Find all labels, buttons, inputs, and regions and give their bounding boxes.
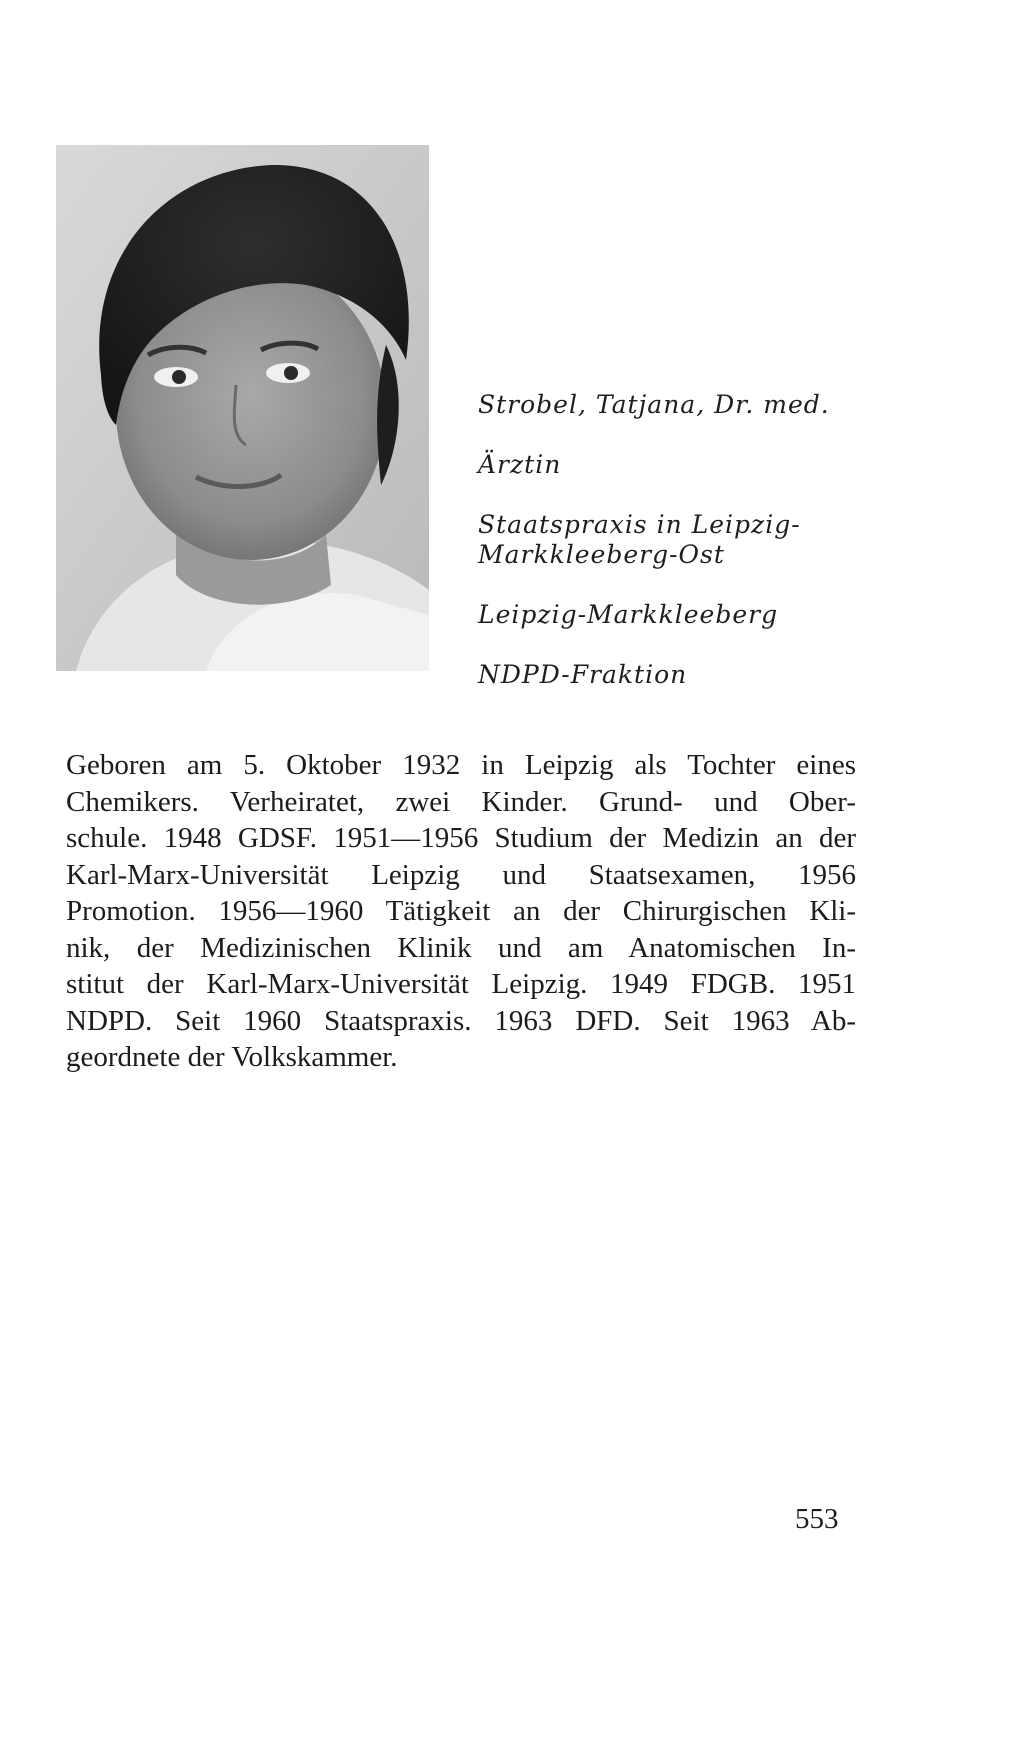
entry-name: Strobel, Tatjana, Dr. med.: [478, 390, 830, 419]
biography-line: nik, der Medizinischen Klinik und am Anatomischen In-: [66, 931, 856, 964]
biography-line: NDPD. Seit 1960 Staatspraxis. 1963 DFD. Seit 1963 Ab-: [66, 1004, 856, 1037]
entry-faction: NDPD-Fraktion: [478, 660, 688, 689]
biography-line: Karl-Marx-Universität Leipzig und Staatsexamen, 1956: [66, 858, 856, 891]
biography-text: [66, 747, 856, 1076]
biography-line: Geboren am 5. Oktober 1932 in Leipzig als Tochter eines: [66, 749, 856, 781]
biography-line: geordnete der Volkskammer.: [66, 1041, 398, 1073]
entry-constituency: Leipzig-Markkleeberg: [478, 600, 779, 629]
biography-line: schule. 1948 GDSF. 1951—1956 Studium der Medizin an der: [66, 822, 856, 854]
entry-workplace-line-1: Staatspraxis in Leipzig-: [478, 510, 801, 539]
biography-line: Chemikers. Verheiratet, zwei Kinder. Grund- und Ober-: [66, 785, 856, 818]
biography-line: Promotion. 1956—1960 Tätigkeit an der Chirurgischen Kli-: [66, 895, 856, 927]
biography-line: stitut der Karl-Marx-Universität Leipzig. 1949 FDGB. 1951: [66, 968, 856, 1000]
portrait-photo: [56, 145, 429, 671]
page-number: 553: [795, 1503, 839, 1535]
entry-profession: Ärztin: [478, 450, 562, 479]
entry-header: [478, 390, 858, 720]
entry-workplace-line-2: Markkleeberg-Ost: [478, 540, 725, 569]
